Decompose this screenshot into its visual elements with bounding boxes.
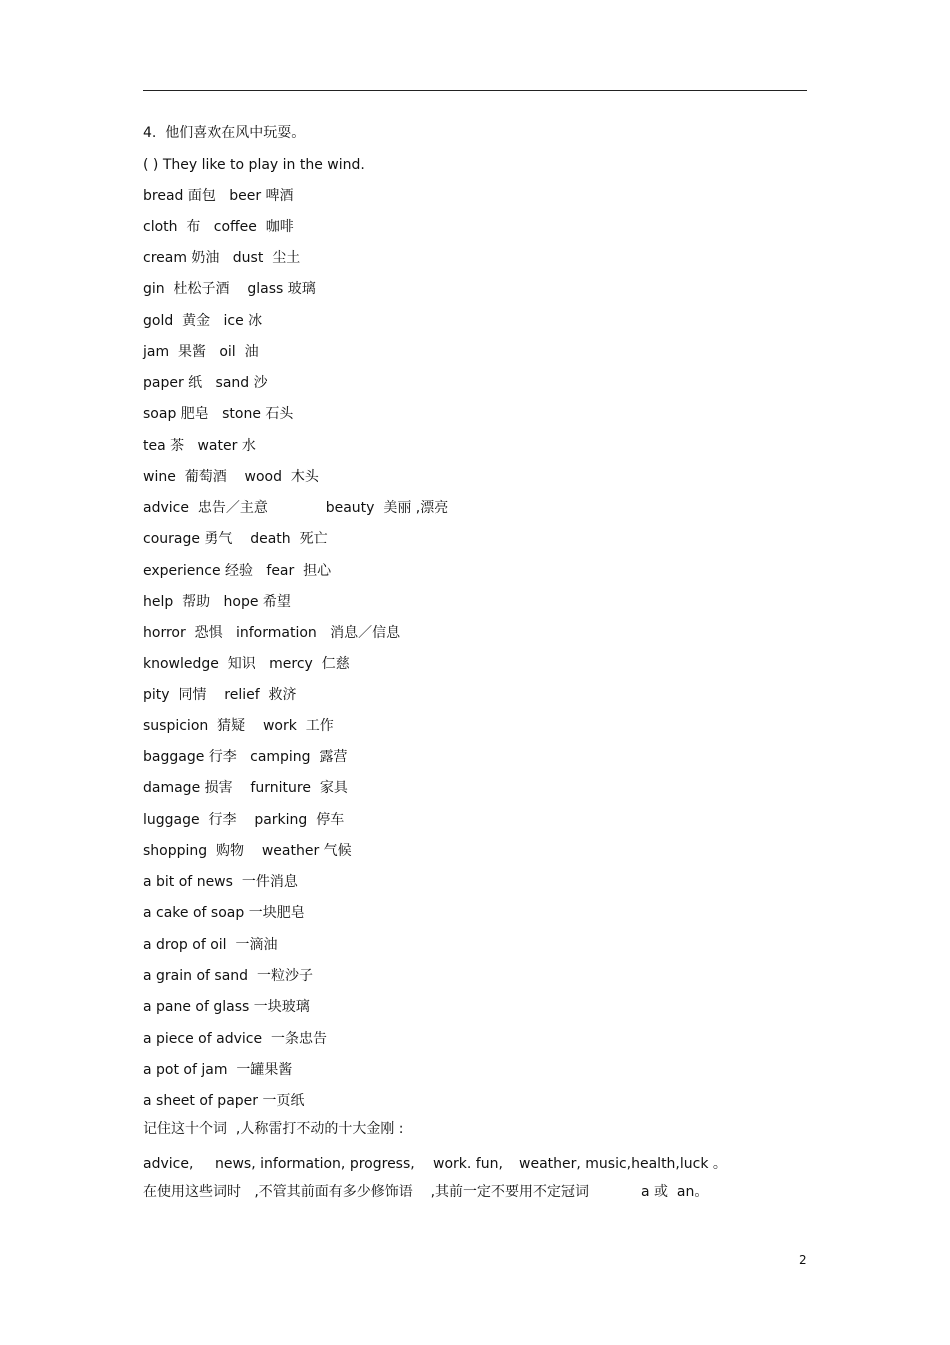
list-item: suspicion 猜疑 work 工作 [143, 718, 334, 734]
header-rule [143, 90, 807, 91]
list-item: ( ) They like to play in the wind. [143, 157, 365, 173]
list-item: gin 杜松子酒 glass 玻璃 [143, 281, 316, 297]
list-item: pity 同情 relief 救济 [143, 687, 297, 703]
list-item: experience 经验 fear 担心 [143, 563, 332, 579]
list-item: baggage 行李 camping 露营 [143, 749, 348, 765]
list-item: horror 恐惧 information 消息／信息 [143, 625, 401, 641]
list-item: advice 忠告／主意 beauty 美丽 ,漂亮 [143, 500, 449, 516]
list-item: a bit of news 一件消息 [143, 874, 298, 890]
list-item: courage 勇气 death 死亡 [143, 531, 328, 547]
list-item: a grain of sand 一粒沙子 [143, 968, 313, 984]
note-rule-articles: a 或 an。 [641, 1184, 709, 1200]
list-item: luggage 行李 parking 停车 [143, 812, 345, 828]
list-item: bread 面包 beer 啤酒 [143, 188, 294, 204]
list-item: wine 葡萄酒 wood 木头 [143, 469, 319, 485]
list-item: a sheet of paper 一页纸 [143, 1093, 305, 1109]
note-word: news, information, progress, [215, 1156, 415, 1172]
list-item: cloth 布 coffee 咖啡 [143, 219, 294, 235]
list-item: 4. 他们喜欢在风中玩耍。 [143, 125, 306, 141]
list-item: damage 损害 furniture 家具 [143, 780, 348, 796]
note-word: work. fun, [433, 1156, 503, 1172]
list-item: a piece of advice 一条忠告 [143, 1031, 327, 1047]
page-number: 2 [799, 1253, 807, 1267]
list-item: a cake of soap 一块肥皂 [143, 905, 305, 921]
note-rule-text: 在使用这些词时 ,不管其前面有多少修饰语 ,其前一定不要用不定冠词 [143, 1184, 590, 1200]
list-item: help 帮助 hope 希望 [143, 594, 291, 610]
list-item: jam 果酱 oil 油 [143, 344, 259, 360]
list-item: gold 黄金 ice 冰 [143, 313, 263, 329]
list-item: cream 奶油 dust 尘土 [143, 250, 301, 266]
note-heading: 记住这十个词 ,人称雷打不动的十大金刚 : [143, 1121, 404, 1137]
list-item: a drop of oil 一滴油 [143, 937, 278, 953]
note-word: weather, music,health,luck 。 [519, 1156, 727, 1172]
list-item: soap 肥皂 stone 石头 [143, 406, 294, 422]
list-item: shopping 购物 weather 气候 [143, 843, 352, 859]
list-item: paper 纸 sand 沙 [143, 375, 268, 391]
list-item: knowledge 知识 mercy 仁慈 [143, 656, 350, 672]
list-item: a pane of glass 一块玻璃 [143, 999, 310, 1015]
list-item: tea 茶 water 水 [143, 438, 256, 454]
note-rule [143, 1183, 807, 1201]
uncountable-words-line [143, 1155, 807, 1173]
note-word: advice, [143, 1156, 194, 1172]
list-item: a pot of jam 一罐果酱 [143, 1062, 293, 1078]
